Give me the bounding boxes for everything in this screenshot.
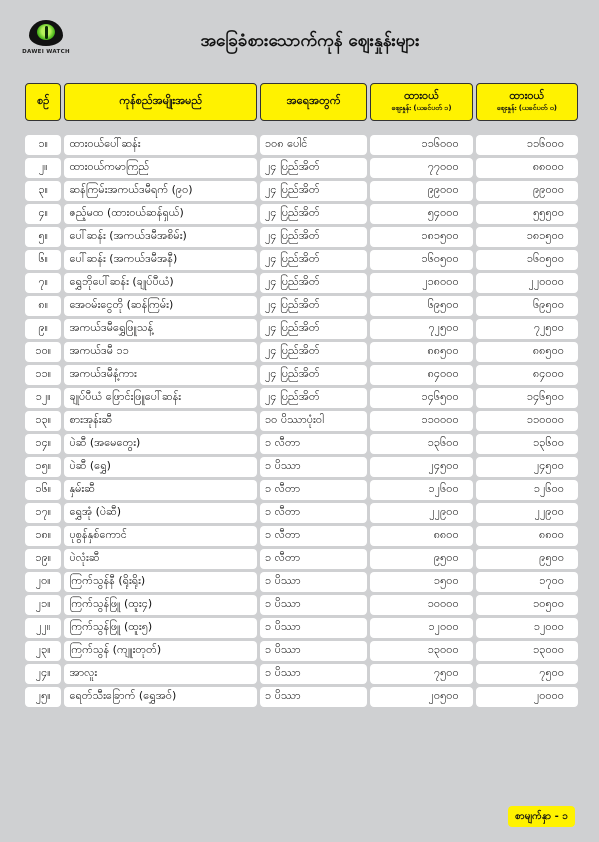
cell-unit: ၁ ပိဿာ: [260, 457, 367, 477]
cell-name: အကယ်ဒမီရွှေဖြူသန့်: [64, 319, 256, 339]
cell-price-last: ၁၄၆၅၀၀: [370, 388, 472, 408]
cell-name: ရေတ်သီးခြောက် (ရွှေအဝ်): [64, 687, 256, 707]
table-row: [25, 319, 578, 339]
cell-no: ၁၉။: [25, 549, 61, 569]
table-row: [25, 273, 578, 293]
page-number-badge: စာမျက်နှာ - ၁: [508, 806, 575, 827]
cell-unit: ၂၄ ပြည်အိတ်: [260, 250, 367, 270]
cell-no: ၂၀။: [25, 572, 61, 592]
cell-price-this: ၆၉၅၀၀: [476, 296, 578, 316]
cell-name: ပေါ်ဆန်း (အကယ်ဒမီအစိမ်း): [64, 227, 256, 247]
cell-price-this: ၁၇၀၀: [476, 572, 578, 592]
cell-no: ၁၂။: [25, 388, 61, 408]
price-table: [22, 80, 581, 710]
table-row: [25, 342, 578, 362]
cell-price-this: ၉၉၀၀၀: [476, 181, 578, 201]
cell-no: ၁၃။: [25, 411, 61, 431]
table-row: [25, 135, 578, 155]
cell-price-last: ၈၈၀၀: [370, 526, 472, 546]
cell-price-last: ၇၂၅၀၀: [370, 319, 472, 339]
cell-price-last: ၉၉၀၀၀: [370, 181, 472, 201]
cell-price-last: ၁၈၁၅၀၀: [370, 227, 472, 247]
cell-no: ၂။: [25, 158, 61, 178]
cell-price-this: ၂၄၅၀၀: [476, 457, 578, 477]
header-price-last-main: ထားဝယ်: [404, 89, 439, 102]
table-row: [25, 365, 578, 385]
cell-price-this: ၈၈၀၀၀: [476, 158, 578, 178]
cell-price-last: ၁၁၀၀၀၀: [370, 411, 472, 431]
cell-name: ကြက်သွန်နီ (ရိုးရိုး): [64, 572, 256, 592]
cell-no: ၂၄။: [25, 664, 61, 684]
cell-price-last: ၁၆၀၅၀၀: [370, 250, 472, 270]
cell-unit: ၁ ပိဿာ: [260, 641, 367, 661]
table-body: [25, 135, 578, 707]
cell-name: ပဲဆီ (ရွှေ): [64, 457, 256, 477]
cell-price-last: ၂၁၈၀၀၀: [370, 273, 472, 293]
cell-no: ၅။: [25, 227, 61, 247]
cell-price-last: ၁၃၀၀၀: [370, 641, 472, 661]
cell-price-this: ၂၀၀၀၀: [476, 687, 578, 707]
cell-name: ထားဝယ်ပေါ်ဆန်း: [64, 135, 256, 155]
cell-price-this: ၅၅၅၀၀: [476, 204, 578, 224]
logo-text: DAWEI WATCH: [22, 49, 70, 55]
cell-unit: ၁၀ ပိဿာပုံးဝါ: [260, 411, 367, 431]
cell-no: ၁၅။: [25, 457, 61, 477]
header-price-last: [370, 83, 472, 121]
page-title: အခြေခံစားသောက်ကုန် ဈေးနှုန်းများ: [200, 31, 420, 51]
cell-price-last: ၈၈၅၀၀: [370, 342, 472, 362]
cell-price-last: ၂၀၅၀၀: [370, 687, 472, 707]
table-row: [25, 595, 578, 615]
cell-no: ၂၅။: [25, 687, 61, 707]
cell-unit: ၁ ပိဿာ: [260, 618, 367, 638]
cell-price-last: ၇၅၀၀: [370, 664, 472, 684]
table-row: [25, 526, 578, 546]
cell-unit: ၁ လီတာ: [260, 503, 367, 523]
cell-no: ၂၃။: [25, 641, 61, 661]
cell-name: နှမ်းဆီ: [64, 480, 256, 500]
cell-price-this: ၁၈၁၅၀၀: [476, 227, 578, 247]
cell-no: ၉။: [25, 319, 61, 339]
cell-price-this: ၁၁၀၀၀၀: [476, 411, 578, 431]
table-row: [25, 618, 578, 638]
cell-price-last: ၆၉၅၀၀: [370, 296, 472, 316]
cell-unit: ၂၄ ပြည်အိတ်: [260, 388, 367, 408]
header-unit: အရေအတွက်: [260, 83, 367, 121]
table-row: [25, 227, 578, 247]
cell-price-this: ၈၈၅၀၀: [476, 342, 578, 362]
cell-price-this: ၂၂၉၀၀: [476, 503, 578, 523]
cell-no: ၂၁။: [25, 595, 61, 615]
cell-name: ထားဝယ်ကမာကြည်: [64, 158, 256, 178]
cell-unit: ၂၄ ပြည်အိတ်: [260, 158, 367, 178]
cell-unit: ၁ ပိဿာ: [260, 595, 367, 615]
cell-price-last: ၈၄၀၀၀: [370, 365, 472, 385]
cell-no: ၁၀။: [25, 342, 61, 362]
cell-price-last: ၁၅၀၀: [370, 572, 472, 592]
table-row: [25, 250, 578, 270]
table-row: [25, 388, 578, 408]
cell-no: ၇။: [25, 273, 61, 293]
cell-unit: ၂၄ ပြည်အိတ်: [260, 296, 367, 316]
cell-unit: ၁ လီတာ: [260, 480, 367, 500]
cell-name: ကြက်သွန်ဖြူ (ထူး၄): [64, 595, 256, 615]
cell-unit: ၂၄ ပြည်အိတ်: [260, 319, 367, 339]
cell-unit: ၂၄ ပြည်အိတ်: [260, 204, 367, 224]
cell-price-last: ၁၂၀၀၀: [370, 618, 472, 638]
table-row: [25, 434, 578, 454]
cell-price-this: ၁၁၆၀၀၀: [476, 135, 578, 155]
table-row: [25, 664, 578, 684]
cell-name: အေဝမ်းငွေတို (ဆန်ကြမ်း): [64, 296, 256, 316]
cell-no: ၁၈။: [25, 526, 61, 546]
cell-price-last: ၁၁၆၀၀၀: [370, 135, 472, 155]
cell-name: ပုစွန်နှစ်ကောင်: [64, 526, 256, 546]
cell-price-last: ၁၀၀၀၀: [370, 595, 472, 615]
cell-unit: ၁၀၈ ပေါင်: [260, 135, 367, 155]
cell-price-last: ၉၅၀၀: [370, 549, 472, 569]
header-price-this: [476, 83, 578, 121]
table-row: [25, 572, 578, 592]
cell-unit: ၂၄ ပြည်အိတ်: [260, 342, 367, 362]
cell-unit: ၁ ပိဿာ: [260, 687, 367, 707]
cell-price-this: ၁၆၀၅၀၀: [476, 250, 578, 270]
table-row: [25, 181, 578, 201]
cat-eye-icon: [29, 20, 63, 46]
table-row: [25, 204, 578, 224]
cell-no: ၃။: [25, 181, 61, 201]
cell-name: ဇည့်မထ (ထားဝယ်ဆန်ရှယ်): [64, 204, 256, 224]
cell-no: ၁၆။: [25, 480, 61, 500]
cell-price-last: ၁၃၆၀၀: [370, 434, 472, 454]
cell-price-last: ၅၄၀၀၀: [370, 204, 472, 224]
cell-no: ၆။: [25, 250, 61, 270]
cell-unit: ၁ လီတာ: [260, 526, 367, 546]
cell-no: ၁၁။: [25, 365, 61, 385]
table-row: [25, 641, 578, 661]
cell-unit: ၂၄ ပြည်အိတ်: [260, 227, 367, 247]
cell-name: ဆန်ကြမ်းအကယ်ဒမီရက် (၉၀): [64, 181, 256, 201]
cell-price-this: ၉၅၀၀: [476, 549, 578, 569]
cell-name: ကြက်သွန် (ကျူးတုတ်): [64, 641, 256, 661]
header-price-last-sub: ဈေးနှုန်း (ယခင်ပတ် ၁): [391, 104, 452, 112]
cell-no: ၂၂။: [25, 618, 61, 638]
cell-no: ၁၄။: [25, 434, 61, 454]
table-row: [25, 411, 578, 431]
cell-price-this: ၁၂၆၀၀: [476, 480, 578, 500]
cell-name: စားအုန်းဆီ: [64, 411, 256, 431]
header-name: ကုန်စည်အမျိုးအမည်: [64, 83, 256, 121]
cell-price-this: ၈၄၀၀၀: [476, 365, 578, 385]
cell-name: ချုပ်ပီယံ ဖြောင်းဖြူပေါ်ဆန်း: [64, 388, 256, 408]
cell-price-this: ၁၀၅၀၀: [476, 595, 578, 615]
cell-price-this: ၁၃၀၀၀: [476, 641, 578, 661]
cell-price-last: ၇၇၀၀၀: [370, 158, 472, 178]
cell-no: ၁၇။: [25, 503, 61, 523]
cell-price-last: ၂၂၉၀၀: [370, 503, 472, 523]
cell-price-this: ၁၂၀၀၀: [476, 618, 578, 638]
cell-name: အကယ်ဒမီ ၁၁: [64, 342, 256, 362]
header-price-this-main: ထားဝယ်: [509, 89, 545, 102]
cell-name: ရွှေဘိုပေါ်ဆန်း (ချုပ်ပီယံ): [64, 273, 256, 293]
cell-unit: ၁ လီတာ: [260, 434, 367, 454]
cell-unit: ၂၄ ပြည်အိတ်: [260, 273, 367, 293]
table-row: [25, 503, 578, 523]
cell-unit: ၁ ပိဿာ: [260, 572, 367, 592]
cell-name: ကြက်သွန်ဖြူ (ထူး၅): [64, 618, 256, 638]
table-row: [25, 687, 578, 707]
table-row: [25, 457, 578, 477]
cell-name: ပဲလုံးဆီ: [64, 549, 256, 569]
cell-price-this: ၁၄၆၅၀၀: [476, 388, 578, 408]
table-header-row: [25, 83, 578, 121]
cell-price-last: ၂၄၅၀၀: [370, 457, 472, 477]
cell-price-this: ၂၂၀၀၀၀: [476, 273, 578, 293]
cell-name: ပဲဆီ (အမေတွေး): [64, 434, 256, 454]
cell-price-this: ၁၃၆၀၀: [476, 434, 578, 454]
cell-unit: ၂၄ ပြည်အိတ်: [260, 181, 367, 201]
cell-price-this: ၇၅၀၀: [476, 664, 578, 684]
cell-unit: ၁ ပိဿာ: [260, 664, 367, 684]
cell-no: ၄။: [25, 204, 61, 224]
cell-no: ၁။: [25, 135, 61, 155]
table-row: [25, 296, 578, 316]
cell-name: ရွှေအုံ (ပဲဆီ): [64, 503, 256, 523]
table-row: [25, 480, 578, 500]
cell-name: ပေါ်ဆန်း (အကယ်ဒမီအနီ): [64, 250, 256, 270]
cell-unit: ၂၄ ပြည်အိတ်: [260, 365, 367, 385]
header-no: စဉ်: [25, 83, 61, 121]
cell-unit: ၁ လီတာ: [260, 549, 367, 569]
cell-price-this: ၈၈၀၀: [476, 526, 578, 546]
table-row: [25, 158, 578, 178]
cell-price-last: ၁၂၆၀၀: [370, 480, 472, 500]
header-price-this-sub: ဈေးနှုန်း (ယခင်ပတ် ၀): [496, 104, 557, 112]
cell-price-this: ၇၂၅၀၀: [476, 319, 578, 339]
cell-name: အကယ်ဒမီနံ့ကား: [64, 365, 256, 385]
cell-no: ၈။: [25, 296, 61, 316]
dawei-watch-logo: [22, 20, 70, 68]
table-row: [25, 549, 578, 569]
cell-name: အာလူး: [64, 664, 256, 684]
